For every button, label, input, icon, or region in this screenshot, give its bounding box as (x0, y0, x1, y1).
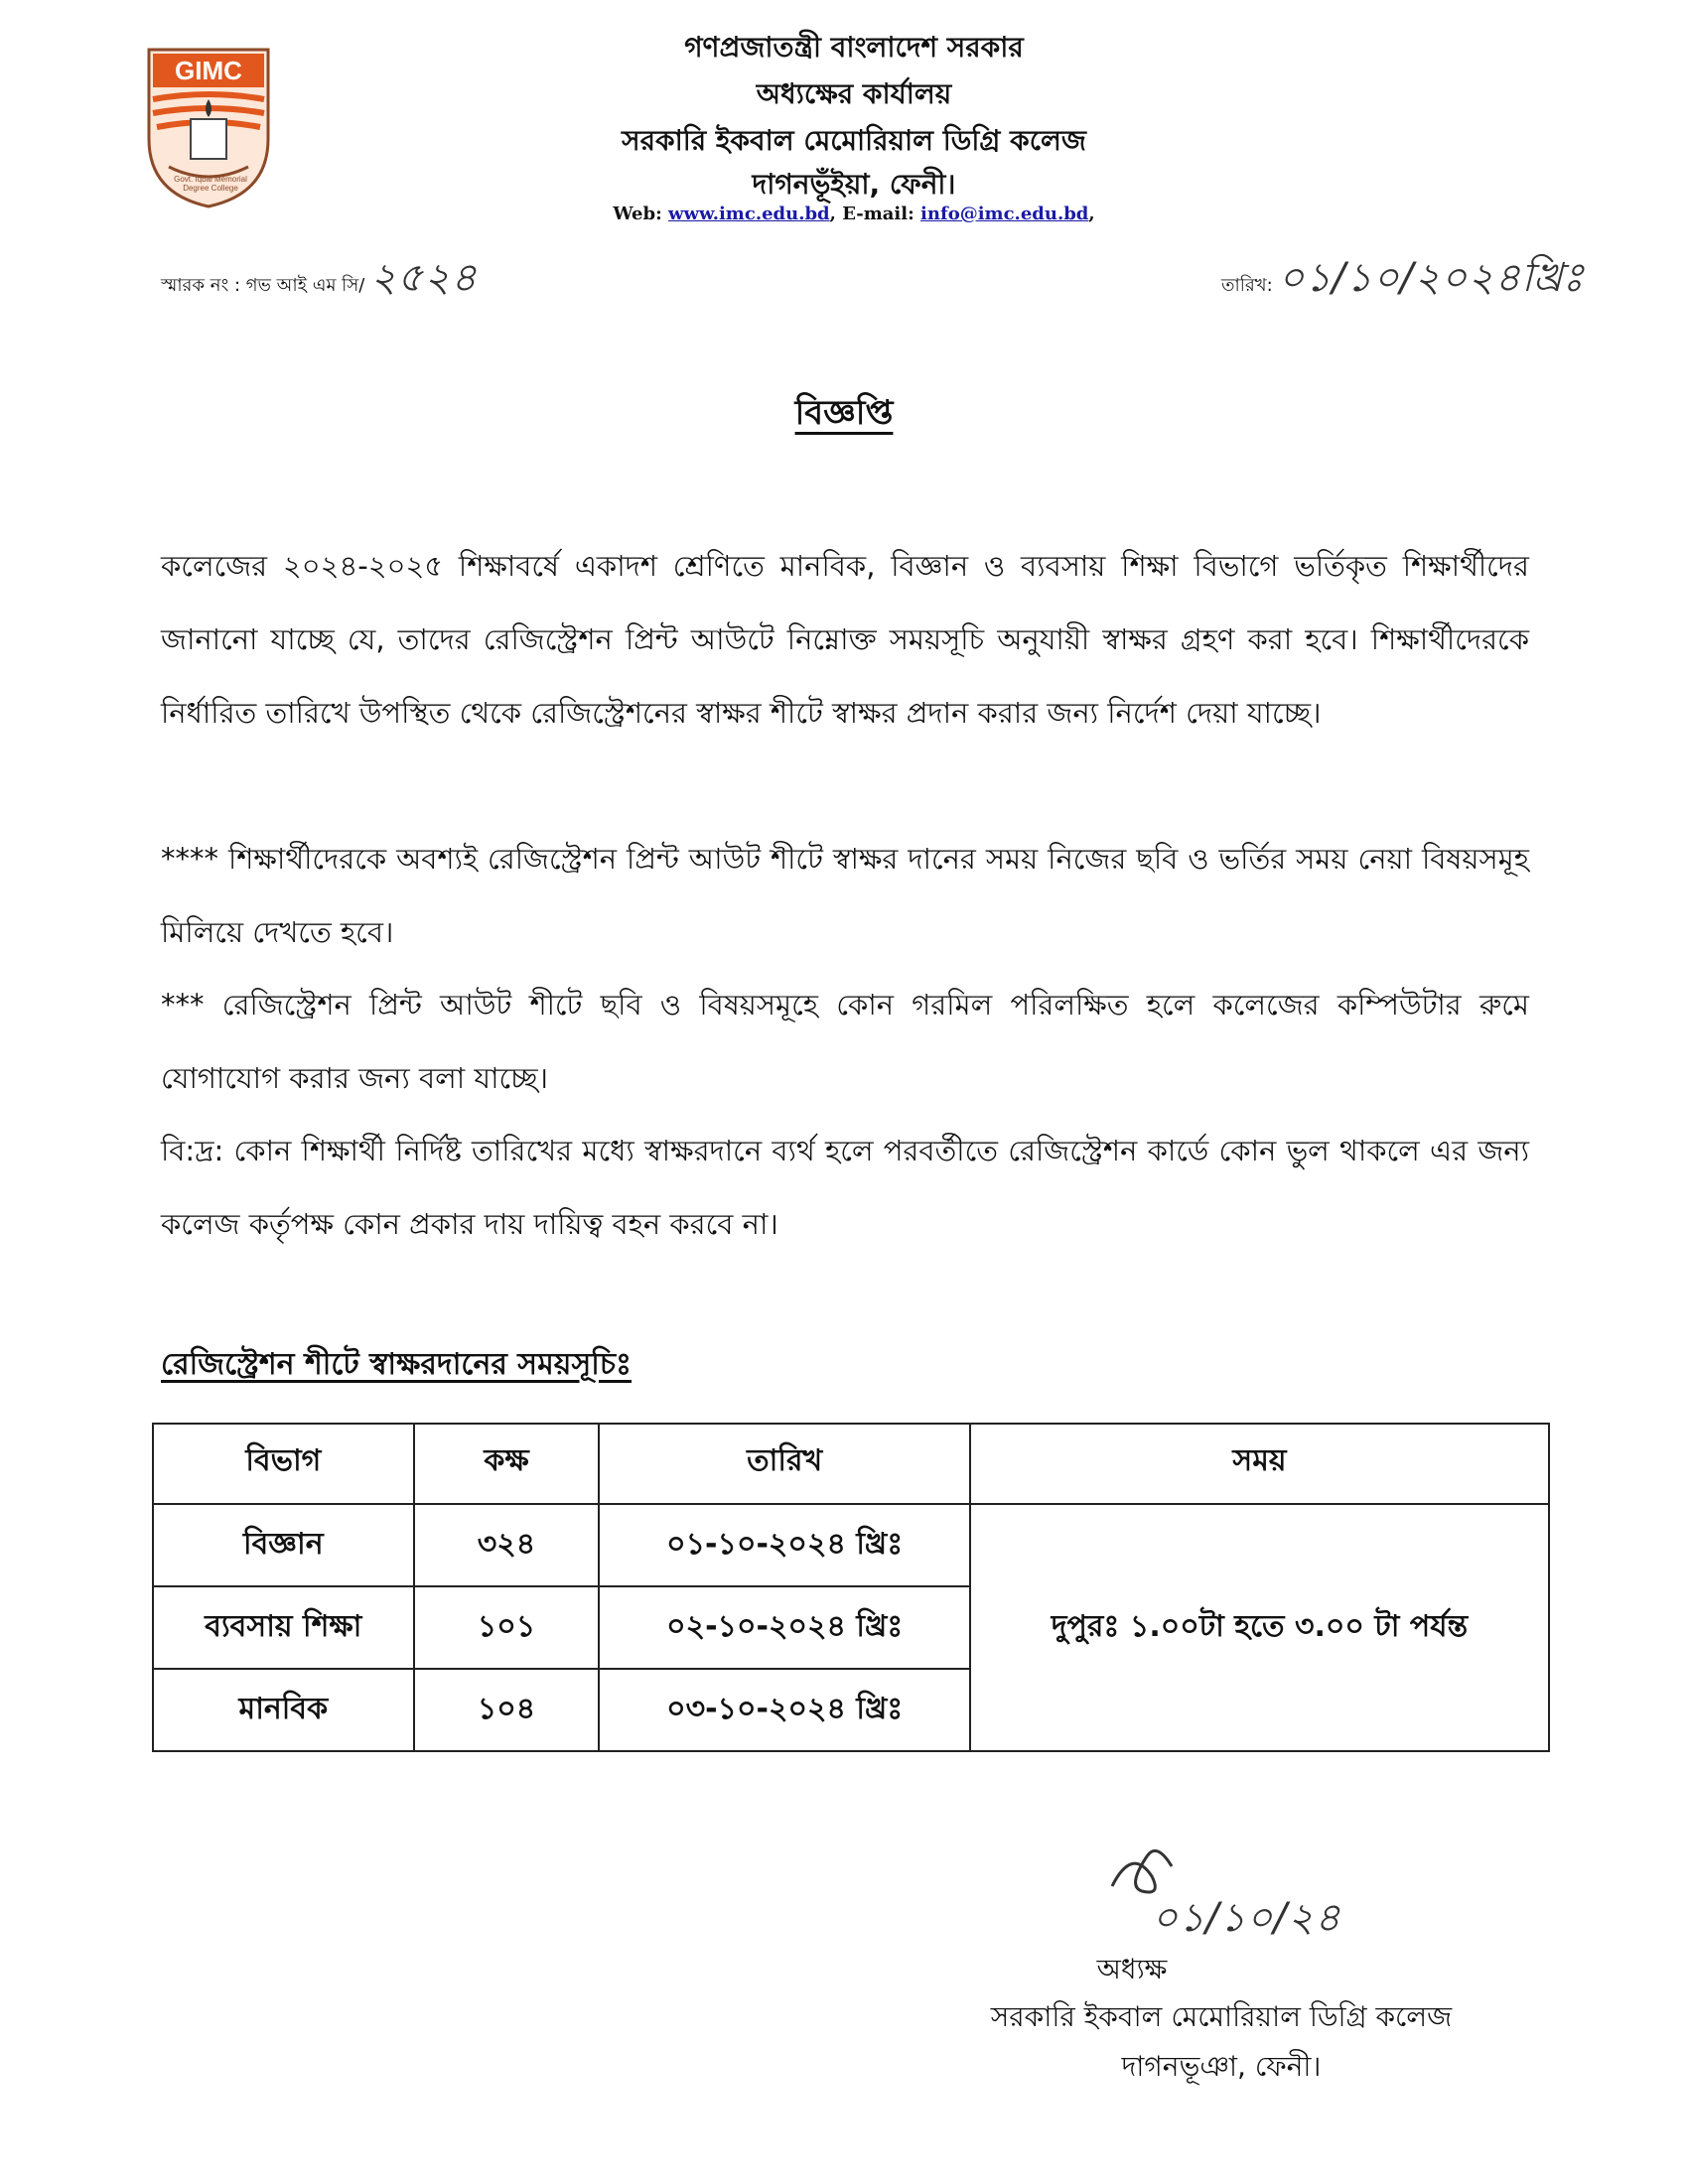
table-row (153, 1504, 1549, 1586)
header-government: গণপ্রজাতন্ত্রী বাংলাদেশ সরকার (684, 31, 1024, 64)
logo-abbr: GIMC (175, 56, 242, 85)
signatory-designation: অধ্যক্ষ (1096, 1953, 1168, 1985)
website-link[interactable]: www.imc.edu.bd (668, 204, 830, 224)
notice-title: বিজ্ঞপ্তি (794, 393, 894, 433)
header-contact: Web: www.imc.edu.bd, E-mail: info@imc.edu.bd, (613, 204, 1095, 224)
header-college: সরকারি ইকবাল মেমোরিয়াল ডিগ্রি কলেজ (622, 124, 1086, 157)
memo-number (161, 246, 478, 313)
memo-date (1221, 246, 1585, 313)
header-time: সময় (970, 1424, 1549, 1504)
row-date: ০২-১০-২০২৪ খ্রিঃ (599, 1586, 970, 1669)
body-paragraph-1: কলেজের ২০২৪-২০২৫ শিক্ষাবর্ষে একাদশ শ্রেণিতে মানবিক, বিজ্ঞান ও ব্যবসায় শিক্ষা বিভাগে ভর্তিকৃত শিক্ষার্থীদের জানানো যাচ্ছে যে, তাদের রেজিস্ট্রেশন প্রিন্ট আউটে নিম্নোক্ত সময়সূচি অনুযায়ী স্বাক্ষর গ্রহণ করা হবে। শিক্ষার্থীদেরকে নির্ধারিত তারিখে উপস্থিত থেকে রেজিস্ট্রেশনের স্বাক্ষর শীটে স্বাক্ষর প্রদান করার জন্য নির্দেশ দেয়া যাচ্ছে। (161, 549, 1529, 730)
memo-number-handwritten: ২৫২৪ (370, 255, 478, 301)
email-link[interactable]: info@imc.edu.bd (920, 204, 1089, 224)
row-department: ব্যবসায় শিক্ষা (153, 1586, 414, 1669)
logo-motto: Govt. Iqbal Memorial Degree College (174, 175, 247, 193)
college-logo (139, 30, 278, 208)
row-date: ০১-১০-২০২৪ খ্রিঃ (599, 1504, 970, 1586)
date-handwritten: ০১/১০/২০২৪খ্রিঃ (1278, 255, 1585, 301)
row-room: ১০১ (414, 1586, 600, 1669)
row-room: ৩২৪ (414, 1504, 600, 1586)
table-header-row (153, 1424, 1549, 1504)
memo-label: স্মারক নং : গভ আই এম সি/ (161, 275, 365, 296)
date-label: তারিখ: (1221, 275, 1273, 296)
row-date: ০৩-১০-২০২৪ খ্রিঃ (599, 1669, 970, 1751)
signature-date: ০১/১০/২৪ (1152, 1895, 1341, 1941)
header-room: কক্ষ (414, 1424, 600, 1504)
web-label: Web: (613, 204, 662, 224)
row-room: ১০৪ (414, 1669, 600, 1751)
header-address: দাগনভূঁইয়া, ফেনী। (752, 168, 956, 201)
signatory-address: দাগনভূঞা, ফেনী। (1121, 2050, 1322, 2083)
row-department: মানবিক (153, 1669, 414, 1751)
body-paragraph-2: **** শিক্ষার্থীদেরকে অবশ্যই রেজিস্ট্রেশন প্রিন্ট আউট শীটে স্বাক্ষর দানের সময় নিজের ছবি ও ভর্তির সময় নেয়া বিষয়সমূহ মিলিয়ে দেখতে হবে। (161, 842, 1529, 949)
header-date: তারিখ (599, 1424, 970, 1504)
schedule-title: রেজিস্ট্রেশন শীটে স্বাক্ষরদানের সময়সূচিঃ (161, 1347, 633, 1382)
header-department: বিভাগ (153, 1424, 414, 1504)
row-department: বিজ্ঞান (153, 1504, 414, 1586)
email-label: , E-mail: (829, 204, 914, 224)
signatory-college: সরকারি ইকবাল মেমোরিয়াল ডিগ্রি কলেজ (990, 2000, 1453, 2033)
header-office: অধ্যক্ষের কার্যালয় (756, 77, 952, 110)
schedule-table (152, 1423, 1550, 1752)
body-paragraph-3: *** রেজিস্ট্রেশন প্রিন্ট আউট শীটে ছবি ও বিষয়সমূহে কোন গরমিল পরিলক্ষিত হলে কলেজের কম্পিউটার রুমে যোগাযোগ করার জন্য বলা যাচ্ছে। (161, 988, 1529, 1095)
schedule-time: দুপুরঃ ১.০০টা হতে ৩.০০ টা পর্যন্ত (970, 1504, 1549, 1751)
body-paragraph-4: বি:দ্র: কোন শিক্ষার্থী নির্দিষ্ট তারিখের মধ্যে স্বাক্ষরদানে ব্যর্থ হলে পরবর্তীতে রেজিস্ট্রেশন কার্ডে কোন ভুল থাকলে এর জন্য কলেজ কর্তৃপক্ষ কোন প্রকার দায় দায়িত্ব বহন করবে না। (161, 1134, 1529, 1241)
